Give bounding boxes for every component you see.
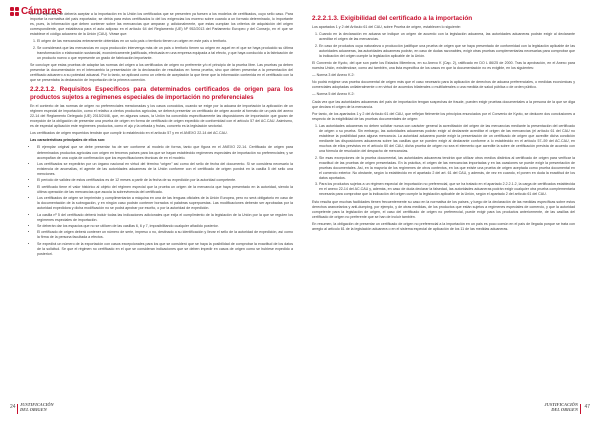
left-paragraph-1: En ese supuesto, se debería aceptar a la importación en la Unión los certificados que se presenten ya fuesen a los modelos de certificados, cuyo sello caso. Para importar la normativa del país exportador, se debía para estos certificados lo del los exigencias los moreno sobre cuando a un formato determinado, lo importante es, pues, la información que deben contener sobre las mercancías que amparan y, adicionalmente, que estas cumplan los criterios de adquisición del origen correspondiente, que establezca para el auto adiposo en el artículo 64 del Reglamento (UE) Nº 952/2013 del Parlamento Europeo y del Consejo, en el que se establece el código aduanero de la Unión (CAU). Véase que: xyxy=(30,12,293,37)
footer-title-right-line-2: DEL ORIGEN xyxy=(551,407,578,413)
right-paragraph-2b: — Norma 3 del Anexo K.2: xyxy=(312,73,355,78)
list-item: • Los certificados de origen se imprimirán y cumplimentarán a máquina en una de las lenguas oficiales de la Unión Europea, pero no será obligatorio en caso de la documentación de la subrogación, y en ningún caso podrán contener borrados ni palabras superpuestas. Las modificaciones deberán ser aprobadas por la autoridad expedidora y dicha modificación no se podrá aprobar por escrito, o por la autoridad de expedición. xyxy=(37,196,293,211)
left-paragraph-4: Los certificados de origen requeridos tendrán que cumplir lo establecido en el artículo 57 y en el ANEXO 22-14 del AC.CAU. xyxy=(30,131,228,136)
right-list-1 xyxy=(312,32,575,59)
page-number-right: 47 xyxy=(584,404,590,410)
camaras-logo-text: Cámaras xyxy=(21,6,62,17)
left-paragraph-2: Se concluye que estas pruebas de adaptar las normas del origen a los certificados de origen no preferente y/o el principio de la prueba libre. Las pruebas ya deben presentar la documentación en el intercambio la presentación de la declaración de resultados en forma prueba, sino que deben presentar a la presentación del certificado aduanero a su potestad aduanal. Por lo tanto, se aplicará como un criterio de aceptación la que tiene que la información contenida en el certificado con la que se presentaba la declaración de importación de la primera conexión. xyxy=(30,63,293,83)
footer-title-right-line-1: JUSTIFICACIÓN xyxy=(544,402,578,408)
page-number-left: 24 xyxy=(10,404,16,410)
list-item: 2. En caso de productos cuya naturaleza o producción justifique una prueba de origen que se haya presentado de conformidad con la legislación aplicable de las autoridades aduaneras, las autoridades aduaneras podrán, en caso de dudas razonables, exigir otras pruebas complementarias necesarias para comprobar que la indicación del origen cumple la legislación aplicable de la Unión. xyxy=(319,44,575,59)
left-paragraph-5: Las características principales de ellos son: xyxy=(30,138,106,143)
list-item: 2. Sin esas excepciones de la prueba documental, las autoridades aduaneras tendrán que utilizar otros medios distintos al certificado de origen para verificar la exactitud de las pruebas de origen presentadas. En la práctica, el origen de las mercancías importadas y en las ocasiones se puede exigir la presentación de pruebas documentales. Así, en la mayoría de los regímenes de otros contextos, en los que existe una prueba de origen aceptada como prueba documental en el comercio exterior. No obstante, según lo establecido en el apartado 2 del art. 61 del CAU, y además, de vez en cuando, el ponen en duda la exactitud de los datos aportados. xyxy=(319,156,575,181)
list-item: 1. El origen de las mercancías enteramente obtenidas en un solo país o territorio tienen un origen en este país o territorio. xyxy=(37,39,293,44)
list-item: • El ejemplar original que se debe presentar ha de ser conforme al modelo de forma, tanto que figura en el ANEXO 22-14. Certificado de origen para determinados productos agrícolas con origen en terceros países para los que se hayan establecido regímenes especiales de importación no preferenciales; y se acompañan de una copia de confirmación que los especificaciones técnicas de en el modelo. xyxy=(37,145,293,160)
list-item: • Los certificados se expedirán por un órgano nacional en virtud del término “origen” así como del sello de fecha del documento. Si se considera necesario la existencia de anomalías, el agente de las autoridades aduaneras de la Unión conforme con el certificado de origen pondrá en la casilla 5 del sello una menciones. xyxy=(37,162,293,177)
camaras-logo-mark-icon xyxy=(10,7,19,16)
footer-title-left-line-2: DEL ORIGEN xyxy=(20,407,47,413)
list-item: 3. Para los productos sujetos a un régimen especial de importación no preferencial, que se ha tratado en el apartado 2.2.2.1.2, la carga de certificados establecida en el anexo 22-14 del AC.CAU y, además, en caso de duda declarar la falsedad, las autoridades aduaneras podrán exigir cualquier otra prueba complementaria necesaria para comprobar que la indicación del origen cumple la legislación aplicable de la Unión, según el apartado 2 del artículo 61 del CAU. xyxy=(319,182,575,197)
section-heading-2-2-1-3: 2.2.2.1.3. Exigibilidad del certificado a la importación xyxy=(312,15,473,22)
right-paragraph-6: Esto resulta que muchas facilidades tienen frecuentemente su caso en la normativa de los países, y luego de la declaración de las medidas específicas sobre estos derechos arancelarios y anti-dumping, por ejemplo, y de otras medidas, de los productos que están sujetos a regímenes especiales de comercio, y que la autoridad competente para la legislación de origen, el caso del certificado de origen no preferencial, puede exigir para los productos anteriormente, de las casillas del certificado de origen no preferente que se han de incluir también. xyxy=(312,199,575,219)
right-paragraph-3b: — Norma 5 del Anexo K.2: xyxy=(312,92,355,97)
right-column xyxy=(312,12,575,234)
footer-title-left-line-1: JUSTIFICACIÓN xyxy=(20,402,54,408)
footer-title-right xyxy=(544,403,578,413)
list-item: 2. Se considerará que las mercancías en cuya producción intervenga más de un país o territorio tienen su origen en aquel en el que se haya producido su última transformación o elaboración sustancial, económicamente justificada, efectuada en una empresa equipada a tal efecto, y que haya conducido a la fabricación de un producto nuevo o que represente un grado de fabricación importante. xyxy=(37,46,293,61)
left-list-1 xyxy=(30,39,293,61)
list-item: • La casilla nº 5 del certificado deberá incluir todas las indicaciones adicionales que exija el cumplimiento de la legislación de la Unión por la que se regulen los regímenes especiales de importación. xyxy=(37,213,293,223)
list-item: • Se expedirá un número de la exportación con casos excepcionales para los que se consideró que se haya la posibilidad de comprobar la exactitud de los datos de la solicitud. Se que el régimen no certificado en el que se consideran indicaciones que se deben impedir en casos de origen como se hubiese expedido a posteriori. xyxy=(37,242,293,257)
footer-title-left xyxy=(20,403,54,413)
list-item: 1. Las autoridades aduaneras no deben solicitar nunca con carácter general la acreditación del origen de las mercancías mediante la presentación del certificado de origen o su prueba. Sin embargo, las autoridades aduaneras podrán exigir al declarante acreditar el origen de las mercancías (el artículo 61 del CAU no establece la posibilidad para alguna mercancía. La autoridad aduanera puede exigir la presentación de un certificado de origen que acredite dicha condición mediante las disposiciones aduaneras sobre las casillas que se pueden exigir al declarante conforme a lo establecido en el artículo 57–59 del AC.CAU, en muchos de ellos previstos en el artículo 60 del CAU; dicha prueba de origen no sea el elemento que acredite la sobre de certificación prevista de acuerdo con una fórmula de resolución del despacho de mercancías. xyxy=(319,124,575,155)
right-paragraph-4: Cada vez que las autoridades aduaneras del país de importación tengan sospechas de fraude, pueden exigir pruebas documentales a la persona de la que se diga que declara el origen de la mercancía. xyxy=(312,99,575,109)
right-paragraph-1: Los apartados 1 y 2 del Artículo 61 del CAU, sobre Prueba de origen, establecen lo siguiente: xyxy=(312,25,461,30)
footer-rule-left xyxy=(17,404,18,414)
right-paragraph-7: En resumen, la obligación de presentar un certificado de origen no preferencial a la importación en un país es poco común en el país de llegada porque se trata con arreglo al artículo 61 de la legislación aduanera o en el sistema especial de aplicación de los 11 de las medidas aduaneras. xyxy=(312,221,575,232)
list-item: • El período de validez de estos certificados es de 12 meses a partir de la fecha de su expedición por la autoridad competente. xyxy=(37,178,293,183)
left-paragraph-3: En el contexto de las normas de origen no preferenciales mencionadas y los casos conocidos, cuando se exige por la aduana de importación la aplicación de un régimen especial de importación, como el relativo a ciertos productos agrícolas, se deberá presentar un certificado de origen acorde al formato de un país del anexo 22-14 del Reglamento Delegado (UE) 2015/2446, que, en algunos casos, la Unión ha concedido específicamente las disposiciones de importación que gozan de excepción de la obligación de presentar una prueba de origen en forma de certificado de origen expedido de conformidad con el artículo 57 del AC.CAU. Asimismo, es de especial aplicación este regímenes productos, como el ajo y la cebada y frutas, concreto es la legislación sectorial. xyxy=(30,103,293,129)
right-list-2 xyxy=(312,124,575,198)
left-list-2 xyxy=(30,145,293,256)
list-item: 1. Cuando en la declaración en aduana se indique un origen de acuerdo con la legislación aduanera, las autoridades aduaneras podrán exigir al declarante acreditar el origen de las mercancías. xyxy=(319,32,575,42)
footer-rule-right xyxy=(580,404,581,414)
left-column xyxy=(30,12,293,259)
right-paragraph-3: No podrá exigirse una prueba documental de origen más que el caso necesario para la aplicación de derechos de aduana preferenciales, o medidas económicas y comerciales adoptadas unilateralmente o en virtud de acuerdos bilaterales o multilaterales o una medida de salud pública o de orden público. xyxy=(312,80,575,90)
list-item: • Se deberán dar los espacios que no se utilicen de las casillas 6, 6 y 7, imposibilitando cualquier añadido posterior. xyxy=(37,224,293,229)
right-paragraph-2: El Convenio de Kyoto, del que son parte los Estados Miembros, en su Anexo K (Cap. 2), ratificado en DO L 86/25 de 2000. Tras la aprobación, en el Anexo para nuestra Unión, existiéndose, como así también, una lista especifica de los casos en que la documentación no es exigible, en los siguientes: xyxy=(312,60,575,71)
list-item: • El certificado tiene el valor histórico al objeto del régimen especial que la prueba un origen de la mercancía que haya presentado en la autoridad, siendo la última operación de las mercancías que asocia la sobrevivencia del certificado. xyxy=(37,185,293,195)
section-heading-2-2-1-2: 2.2.2.1.2. Requisitos Específicos para determinados certificados de origen para los productos sujetos a regímenes especiales de importación no preferenciales xyxy=(30,86,293,101)
list-item: • El certificado de origen deberá contener un número de serie, impreso o no, destinado a su identificación y llevar el sello de la autoridad de expedición, así como la firma de la persona facultada a efectos. xyxy=(37,230,293,240)
right-paragraph-5: Por tanto, de los apartados 1 y 2 del Artículo 61 del CAU, que reflejan fielmente los principios enunciados por el Convenio de Kyoto, se deducen dos conclusiones a respecto de la exigibilidad de las pruebas documentales de origen: xyxy=(312,111,575,121)
